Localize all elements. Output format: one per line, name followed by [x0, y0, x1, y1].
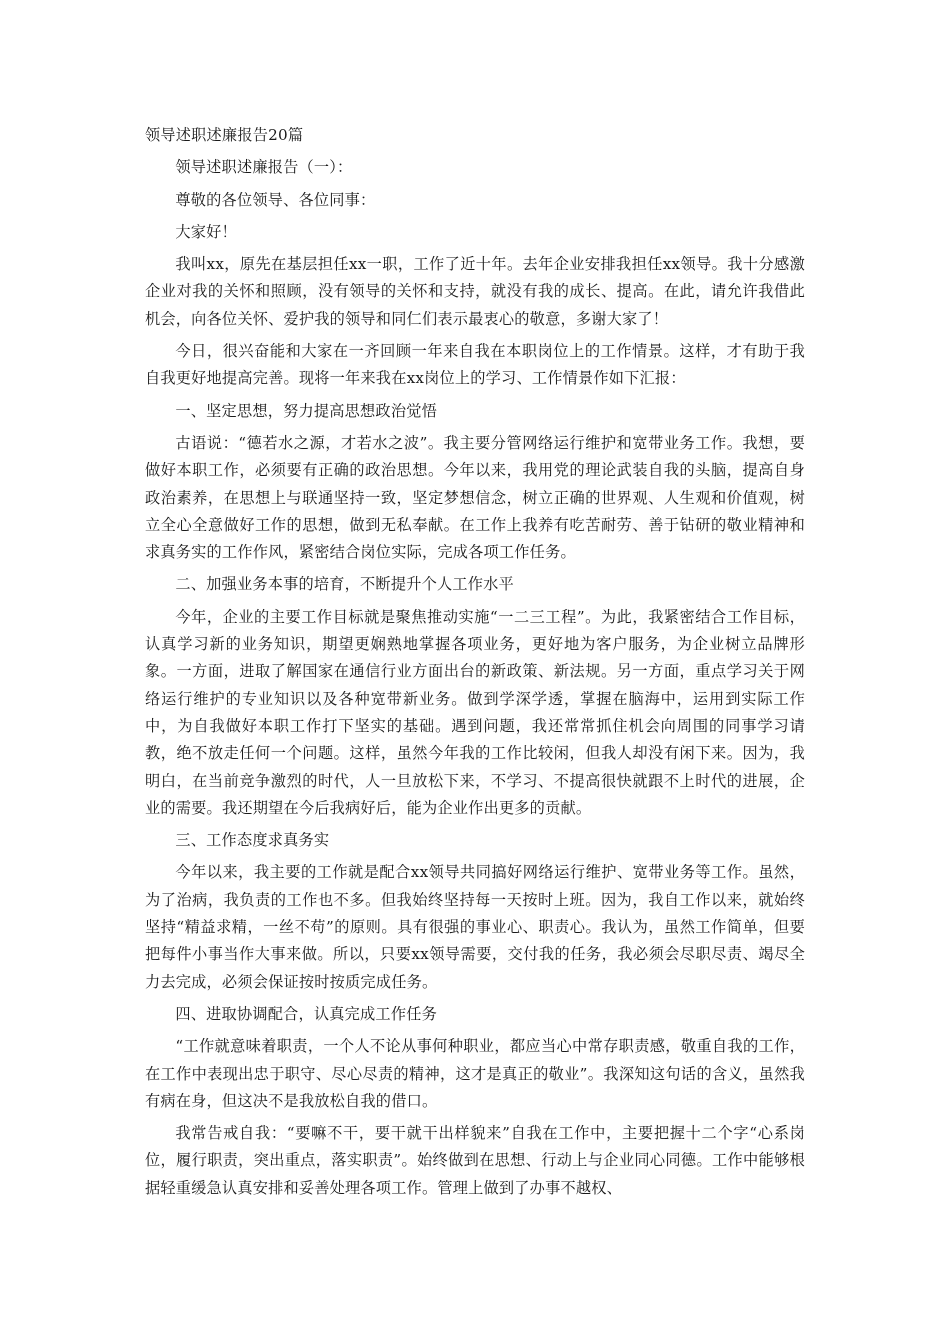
section-heading: 一、坚定思想，努力提高思想政治觉悟: [175, 401, 437, 420]
section-heading: 四、进取协调配合，认真完成工作任务: [175, 1004, 437, 1023]
section-heading: 领导述职述廉报告（一）：: [175, 158, 353, 177]
greeting: 大家好！: [175, 222, 237, 241]
body-paragraph: “工作就意味着职责，一个人不论从事何种职业，都应当心中常存职责感，敬重自我的工作，在工作中表现出忠于职守、尽心尽责的精神，这才是真正的敬业”。我深知这句话的含义，虽然我有病在身，但这决不是我放松自我的借口。: [145, 1037, 805, 1110]
section-heading: 二、加强业务本事的培育，不断提升个人工作水平: [175, 575, 514, 594]
salutation: 尊敬的各位领导、各位同事：: [175, 190, 376, 209]
document-body: [145, 122, 805, 1207]
document-title: 领导述职述廉报告20篇: [145, 126, 304, 144]
body-paragraph: 今日，很兴奋能和大家在一齐回顾一年来自我在本职岗位上的工作情景。这样，才有助于我自我更好地提高完善。现将一年来我在xx岗位上的学习、工作情景作如下汇报：: [145, 342, 805, 388]
body-paragraph: 今年，企业的主要工作目标就是聚焦推动实施“一二三工程”。为此，我紧密结合工作目标，认真学习新的业务知识，期望更娴熟地掌握各项业务，更好地为客户服务，为企业树立品牌形象。一方面，进取了解国家在通信行业方面出台的新政策、新法规。另一方面，重点学习关于网络运行维护的专业知识以及各种宽带新业务。做到学深学透，掌握在脑海中，运用到实际工作中，为自我做好本职工作打下坚实的基础。遇到问题，我还常常抓住机会向周围的同事学习请教，绝不放走任何一个问题。这样，虽然今年我的工作比较闲，但我人却没有闲下来。因为，我明白，在当前竞争激烈的时代，人一旦放松下来，不学习、不提高很快就跟不上时代的进展，企业的需要。我还期望在今后我病好后，能为企业作出更多的贡献。: [145, 607, 805, 817]
body-paragraph: 我常告戒自我：“要嘛不干，要干就干出样貌来”自我在工作中，主要把握十二个字“心系岗位，履行职责，突出重点，落实职责”。始终做到在思想、行动上与企业同心同德。工作中能够根据轻重缓急认真安排和妥善处理各项工作。管理上做到了办事不越权、: [145, 1124, 805, 1197]
body-paragraph: 今年以来，我主要的工作就是配合xx领导共同搞好网络运行维护、宽带业务等工作。虽然，为了治病，我负责的工作也不多。但我始终坚持每一天按时上班。因为，我自工作以来，就始终坚持“精益求精，一丝不苟”的原则。具有很强的事业心、职责心。我认为，虽然工作简单，但要把每件小事当作大事来做。所以，只要xx领导需要，交付我的任务，我必须会尽职尽责、竭尽全力去完成，必须会保证按时按质完成任务。: [145, 863, 805, 991]
section-heading: 三、工作态度求真务实: [175, 831, 330, 850]
body-paragraph: 我叫xx，原先在基层担任xx一职，工作了近十年。去年企业安排我担任xx领导。我十分感激企业对我的关怀和照顾，没有领导的关怀和支持，就没有我的成长、提高。在此，请允许我借此机会，向各位关怀、爱护我的领导和同仁们表示最衷心的敬意，多谢大家了！: [145, 255, 805, 328]
body-paragraph: 古语说：“德若水之源，才若水之波”。我主要分管网络运行维护和宽带业务工作。我想，要做好本职工作，必须要有正确的政治思想。今年以来，我用党的理论武装自我的头脑，提高自身政治素养，在思想上与联通坚持一致，坚定梦想信念，树立正确的世界观、人生观和价值观，树立全心全意做好工作的思想，做到无私奉献。在工作上我养有吃苦耐劳、善于钻研的敬业精神和求真务实的工作作风，紧密结合岗位实际，完成各项工作任务。: [145, 433, 805, 562]
